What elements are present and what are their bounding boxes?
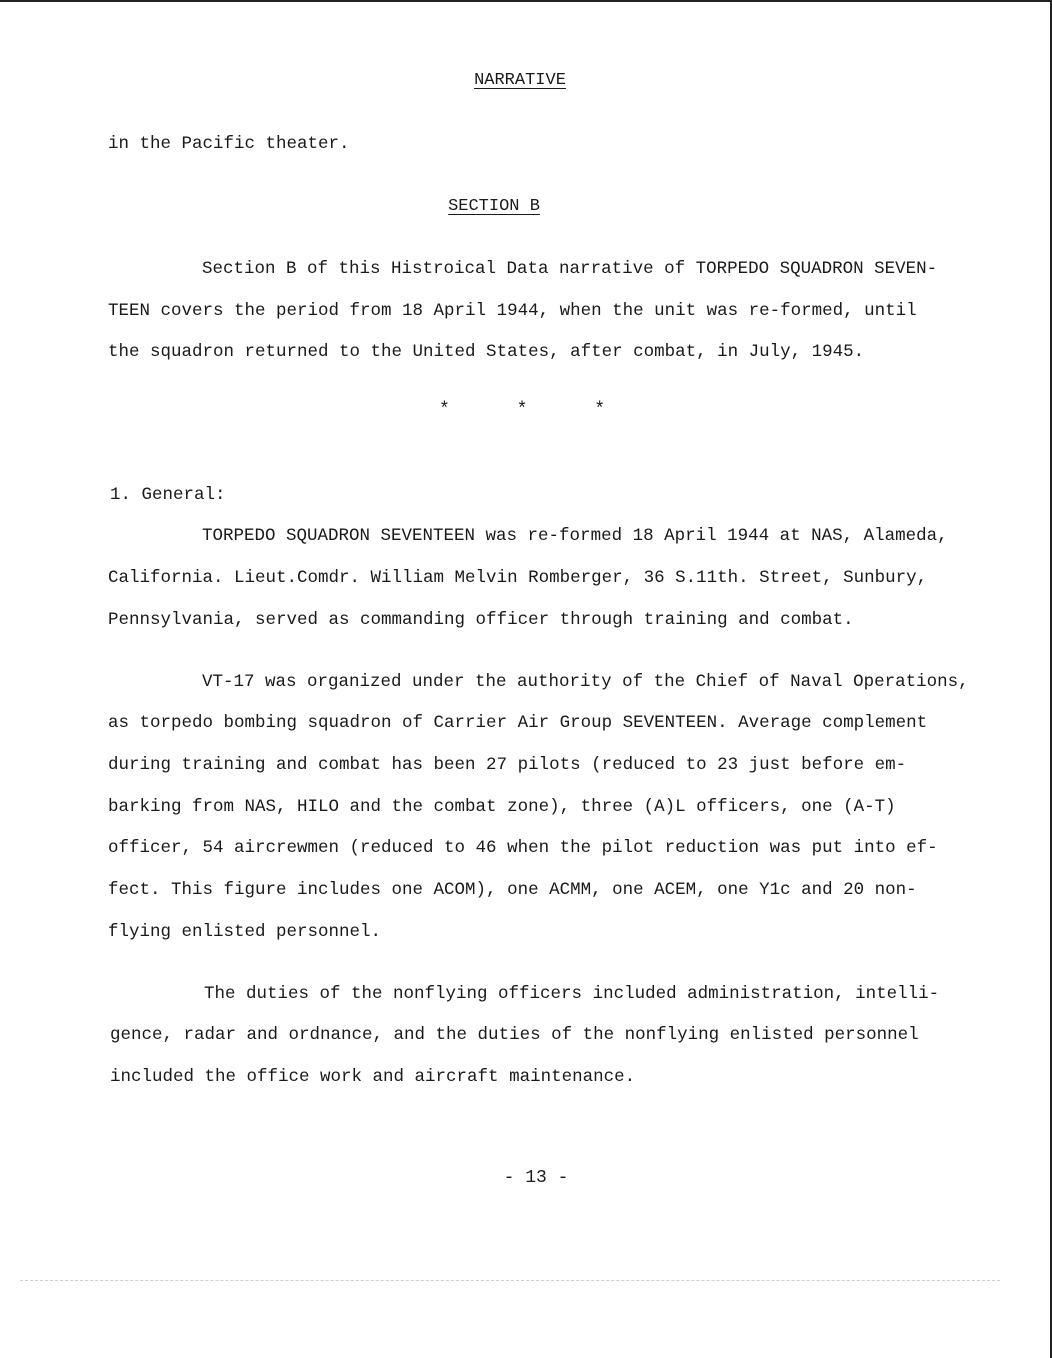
paragraph-line: during training and combat has been 27 pilots (reduced to 23 just before em- — [108, 755, 907, 775]
paragraph-line: gence, radar and ordnance, and the duties of the nonflying enlisted personnel — [110, 1025, 919, 1045]
page-title: NARRATIVE — [474, 71, 566, 90]
general-heading: 1. General: — [110, 485, 226, 505]
paragraph-line: TORPEDO SQUADRON SEVENTEEN was re-formed 18 April 1944 at NAS, Alameda, — [202, 526, 948, 546]
paragraph-line: as torpedo bombing squadron of Carrier Air Group SEVENTEEN. Average complement — [108, 713, 928, 733]
section-line: the squadron returned to the United States, after combat, in July, 1945. — [108, 342, 865, 362]
separator-star: * — [594, 400, 606, 420]
paragraph-line: California. Lieut.Comdr. William Melvin Romberger, 36 S.11th. Street, Sunbury, — [108, 568, 928, 588]
section-line: Section B of this Histroical Data narrative of TORPEDO SQUADRON SEVEN- — [202, 259, 938, 279]
paragraph-line: Pennsylvania, served as commanding officer through training and combat. — [108, 610, 854, 630]
paragraph-line: officer, 54 aircrewmen (reduced to 46 when the pilot reduction was put into ef- — [108, 838, 938, 858]
section-line: TEEN covers the period from 18 April 1944, when the unit was re-formed, until — [108, 301, 917, 321]
page-number: - 13 - — [503, 1168, 569, 1188]
paragraph-line: included the office work and aircraft maintenance. — [110, 1067, 636, 1087]
paragraph-line: VT-17 was organized under the authority of the Chief of Naval Operations, — [202, 672, 969, 692]
separator — [0, 400, 1048, 420]
separator-star: * — [438, 400, 450, 420]
paragraph-line: fect. This figure includes one ACOM), one ACMM, one ACEM, one Y1c and 20 non- — [108, 880, 917, 900]
paragraph-line: barking from NAS, HILO and the combat zone), three (A)L officers, one (A-T) — [108, 797, 896, 817]
paragraph-line: The duties of the nonflying officers included administration, intelli- — [204, 984, 940, 1004]
separator-star: * — [516, 400, 528, 420]
page-top-edge — [0, 0, 1052, 2]
bottom-rule — [20, 1280, 1000, 1281]
section-heading: SECTION B — [448, 197, 540, 216]
intro-line: in the Pacific theater. — [108, 134, 350, 154]
paragraph-line: flying enlisted personnel. — [108, 922, 382, 942]
